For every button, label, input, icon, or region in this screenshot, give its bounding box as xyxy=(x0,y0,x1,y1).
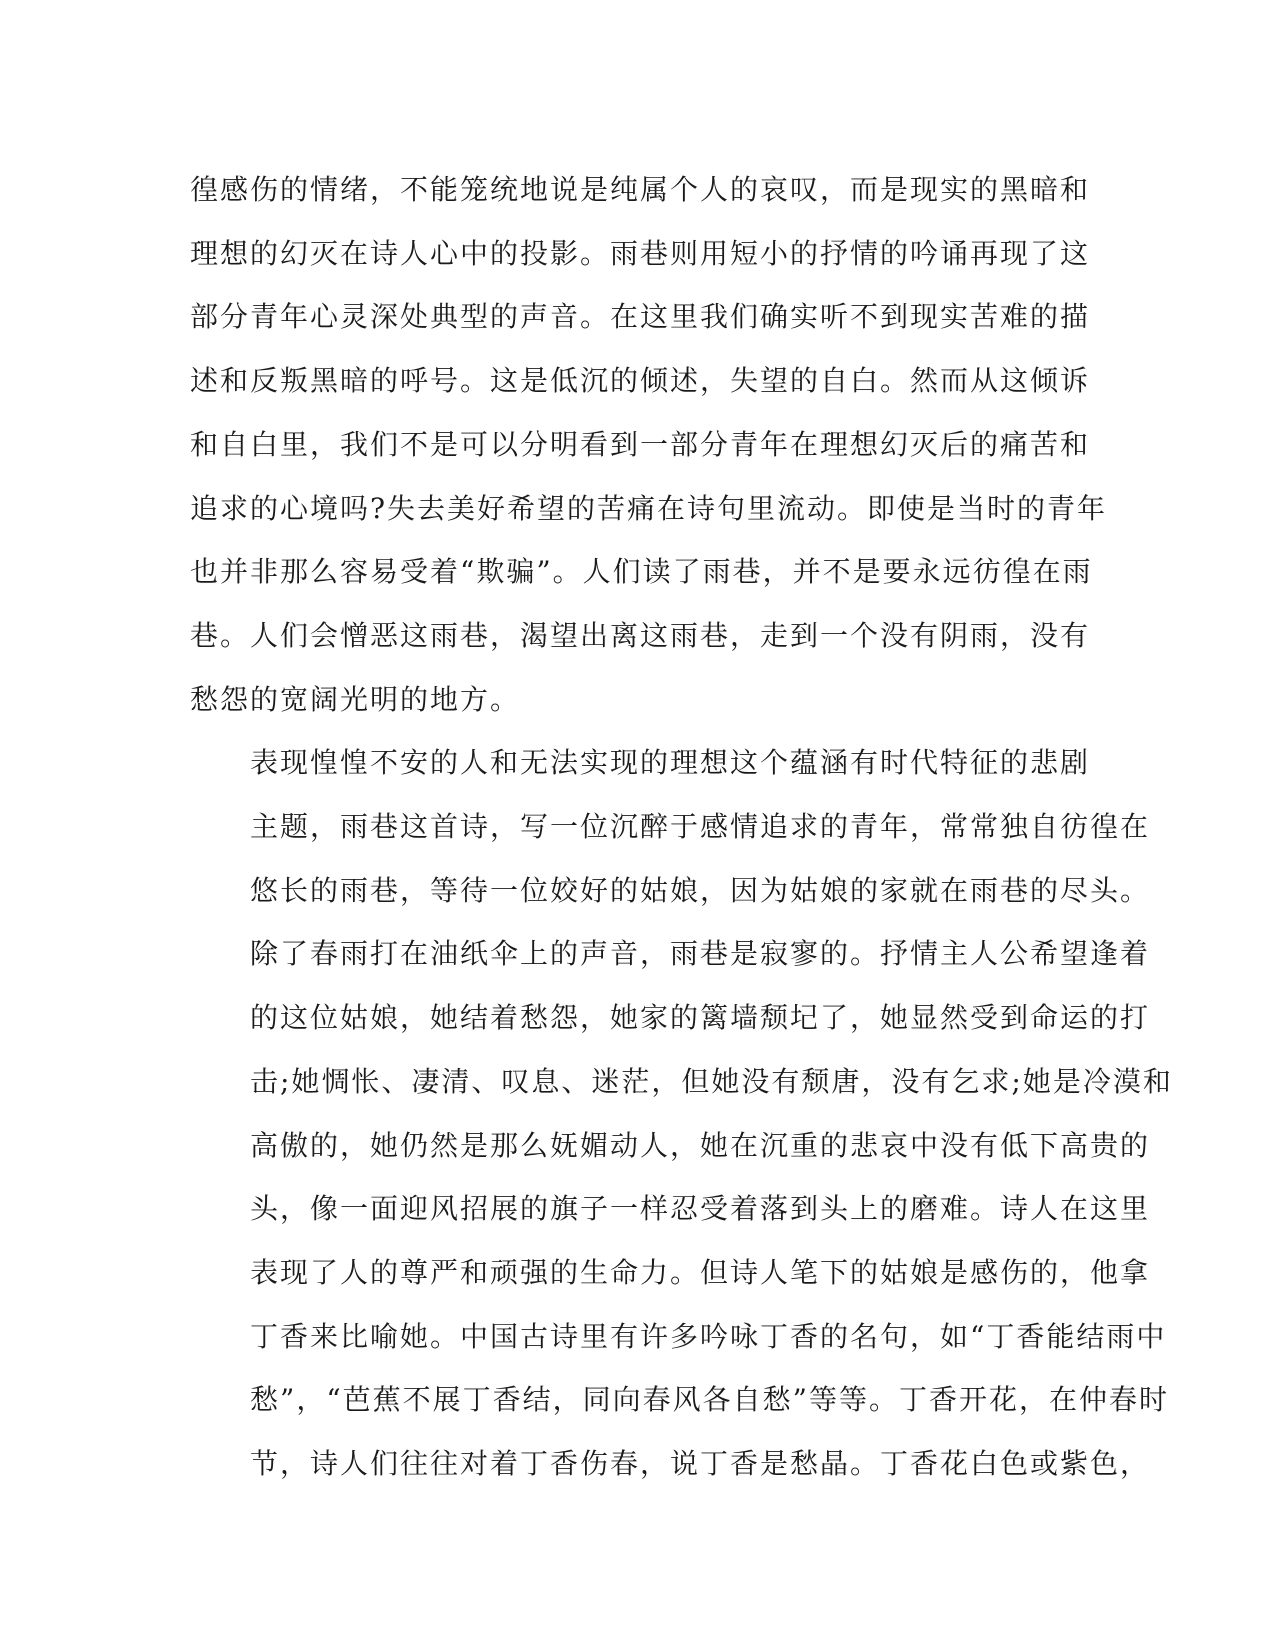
text-line: 理想的幻灭在诗人心中的投影。雨巷则用短小的抒情的吟诵再现了这 xyxy=(190,236,1091,270)
text-line: 述和反叛黑暗的呼号。这是低沉的倾述，失望的自白。然而从这倾诉 xyxy=(190,364,1091,398)
text-line: 追求的心境吗?失去美好希望的苦痛在诗句里流动。即使是当时的青年 xyxy=(190,491,1108,525)
text-line: 和自白里，我们不是可以分明看到一部分青年在理想幻灭后的痛苦和 xyxy=(190,427,1091,461)
text-line: 主题，雨巷这首诗，写一位沉醉于感情追求的青年，常常独自彷徨在 xyxy=(250,810,1151,844)
text-line: 节，诗人们往往对着丁香伤春，说丁香是愁晶。丁香花白色或紫色， xyxy=(250,1447,1151,1481)
text-line: 除了春雨打在油纸伞上的声音，雨巷是寂寥的。抒情主人公希望逢着 xyxy=(250,937,1151,971)
text-line: 丁香来比喻她。中国古诗里有许多吟咏丁香的名句，如“丁香能结雨中 xyxy=(250,1319,1167,1353)
text-line: 击;她惆怅、凄清、叹息、迷茫，但她没有颓唐，没有乞求;她是冷漠和 xyxy=(250,1064,1173,1098)
text-line: 高傲的，她仍然是那么妩媚动人，她在沉重的悲哀中没有低下高贵的 xyxy=(250,1128,1151,1162)
text-line: 的这位姑娘，她结着愁怨，她家的篱墙颓圮了，她显然受到命运的打 xyxy=(250,1001,1151,1035)
text-line: 也并非那么容易受着“欺骗”。人们读了雨巷，并不是要永远彷徨在雨 xyxy=(190,555,1093,589)
paragraph-1 xyxy=(190,158,1108,731)
text-line: 巷。人们会憎恶这雨巷，渴望出离这雨巷，走到一个没有阴雨，没有 xyxy=(190,618,1091,652)
text-line: 愁怨的宽阔光明的地方。 xyxy=(190,682,521,716)
text-line: 愁”，“芭蕉不展丁香结，同向春风各自愁”等等。丁香开花，在仲春时 xyxy=(250,1383,1169,1417)
text-line: 表现惶惶不安的人和无法实现的理想这个蕴涵有时代特征的悲剧 xyxy=(250,746,1091,780)
text-line: 表现了人的尊严和顽强的生命力。但诗人笔下的姑娘是感伤的，他拿 xyxy=(250,1255,1151,1289)
text-line: 头，像一面迎风招展的旗子一样忍受着落到头上的磨难。诗人在这里 xyxy=(250,1192,1151,1226)
paragraph-2 xyxy=(190,731,1173,1495)
text-line: 部分青年心灵深处典型的声音。在这里我们确实听不到现实苦难的描 xyxy=(190,300,1091,334)
body-text xyxy=(190,158,1173,1496)
text-line: 徨感伤的情绪，不能笼统地说是纯属个人的哀叹，而是现实的黑暗和 xyxy=(190,173,1091,206)
text-line: 悠长的雨巷，等待一位姣好的姑娘，因为姑娘的家就在雨巷的尽头。 xyxy=(250,873,1151,907)
